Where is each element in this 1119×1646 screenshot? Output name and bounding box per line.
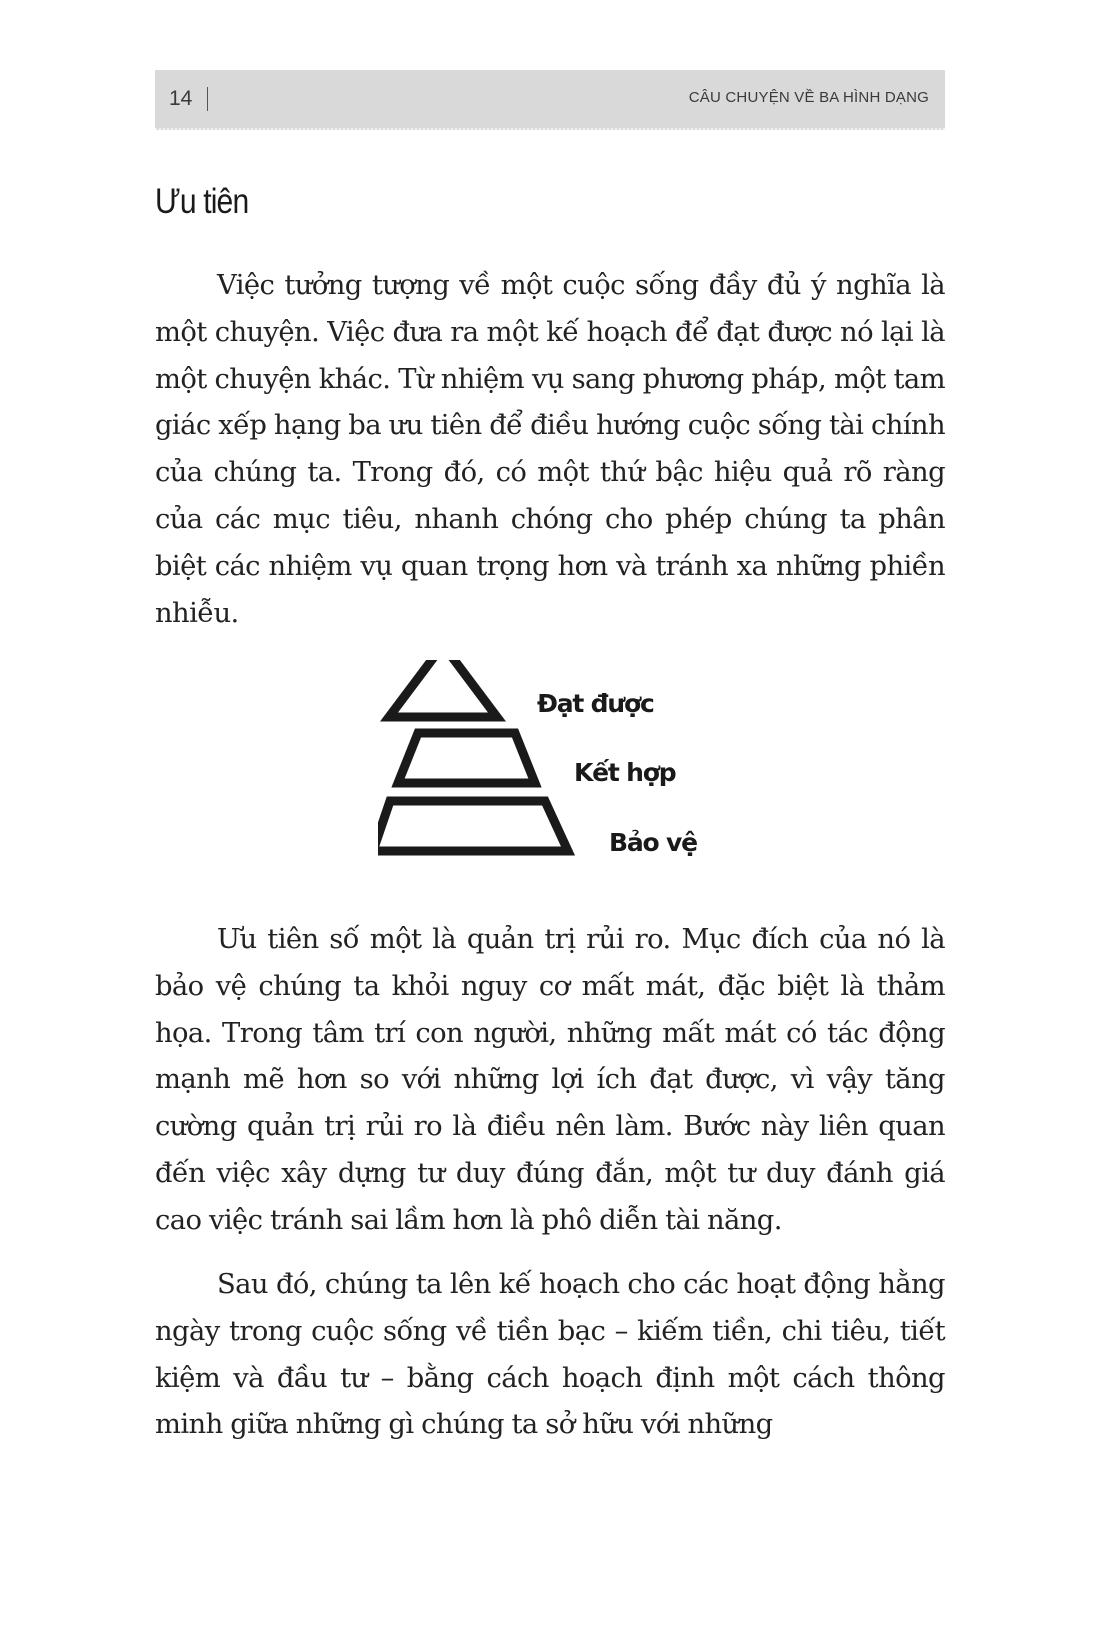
pyramid-label-protect: Bảo vệ [609, 828, 697, 857]
pyramid-label-achieve: Đạt được [537, 689, 654, 718]
pyramid-bottom-band [378, 801, 568, 851]
paragraph-risk: Ưu tiên số một là quản trị rủi ro. Mục đích của nó là bảo vệ chúng ta khỏi nguy cơ mất mát, đặc biệt là thảm họa. Trong tâm trí con người, những mất mát có tác động mạnh mẽ hơn so với những lợi ích đạt được, vì vậy tăng cường quản trị rủi ro là điều nên làm. Bước này liên quan đến việc xây dựng tư duy đúng đắn, một tư duy đánh giá cao việc tránh sai lầm hơn là phô diễn tài năng. [155, 924, 945, 1236]
running-title: CÂU CHUYỆN VỀ BA HÌNH DẠNG [688, 89, 929, 106]
paragraph-block-3 [155, 1262, 945, 1449]
section-title: Ưu tiên [155, 182, 249, 221]
page-header [155, 70, 945, 130]
paragraph-planning: Sau đó, chúng ta lên kế hoạch cho các hoạt động hằng ngày trong cuộc sống về tiền bạc – kiếm tiền, chi tiêu, tiết kiệm và đầu tư – bằng cách hoạch định một cách thông minh giữa những gì chúng ta sở hữu với những [155, 1269, 945, 1441]
header-divider [207, 87, 208, 111]
page-number: 14 [169, 87, 193, 110]
paragraph-block-2 [155, 917, 945, 1245]
pyramid-middle-band [398, 733, 535, 783]
pyramid-top-triangle [389, 660, 497, 717]
paragraph-block-1 [155, 263, 945, 637]
paragraph-intro: Việc tưởng tượng về một cuộc sống đầy đủ ý nghĩa là một chuyện. Việc đưa ra một kế hoạch để đạt được nó lại là một chuyện khác. Từ nhiệm vụ sang phương pháp, một tam giác xếp hạng ba ưu tiên để điều hướng cuộc sống tài chính của chúng ta. Trong đó, có một thứ bậc hiệu quả rõ ràng của các mục tiêu, nhanh chóng cho phép chúng ta phân biệt các nhiệm vụ quan trọng hơn và tránh xa những phiền nhiễu. [155, 270, 945, 629]
pyramid-label-combine: Kết hợp [574, 758, 676, 787]
